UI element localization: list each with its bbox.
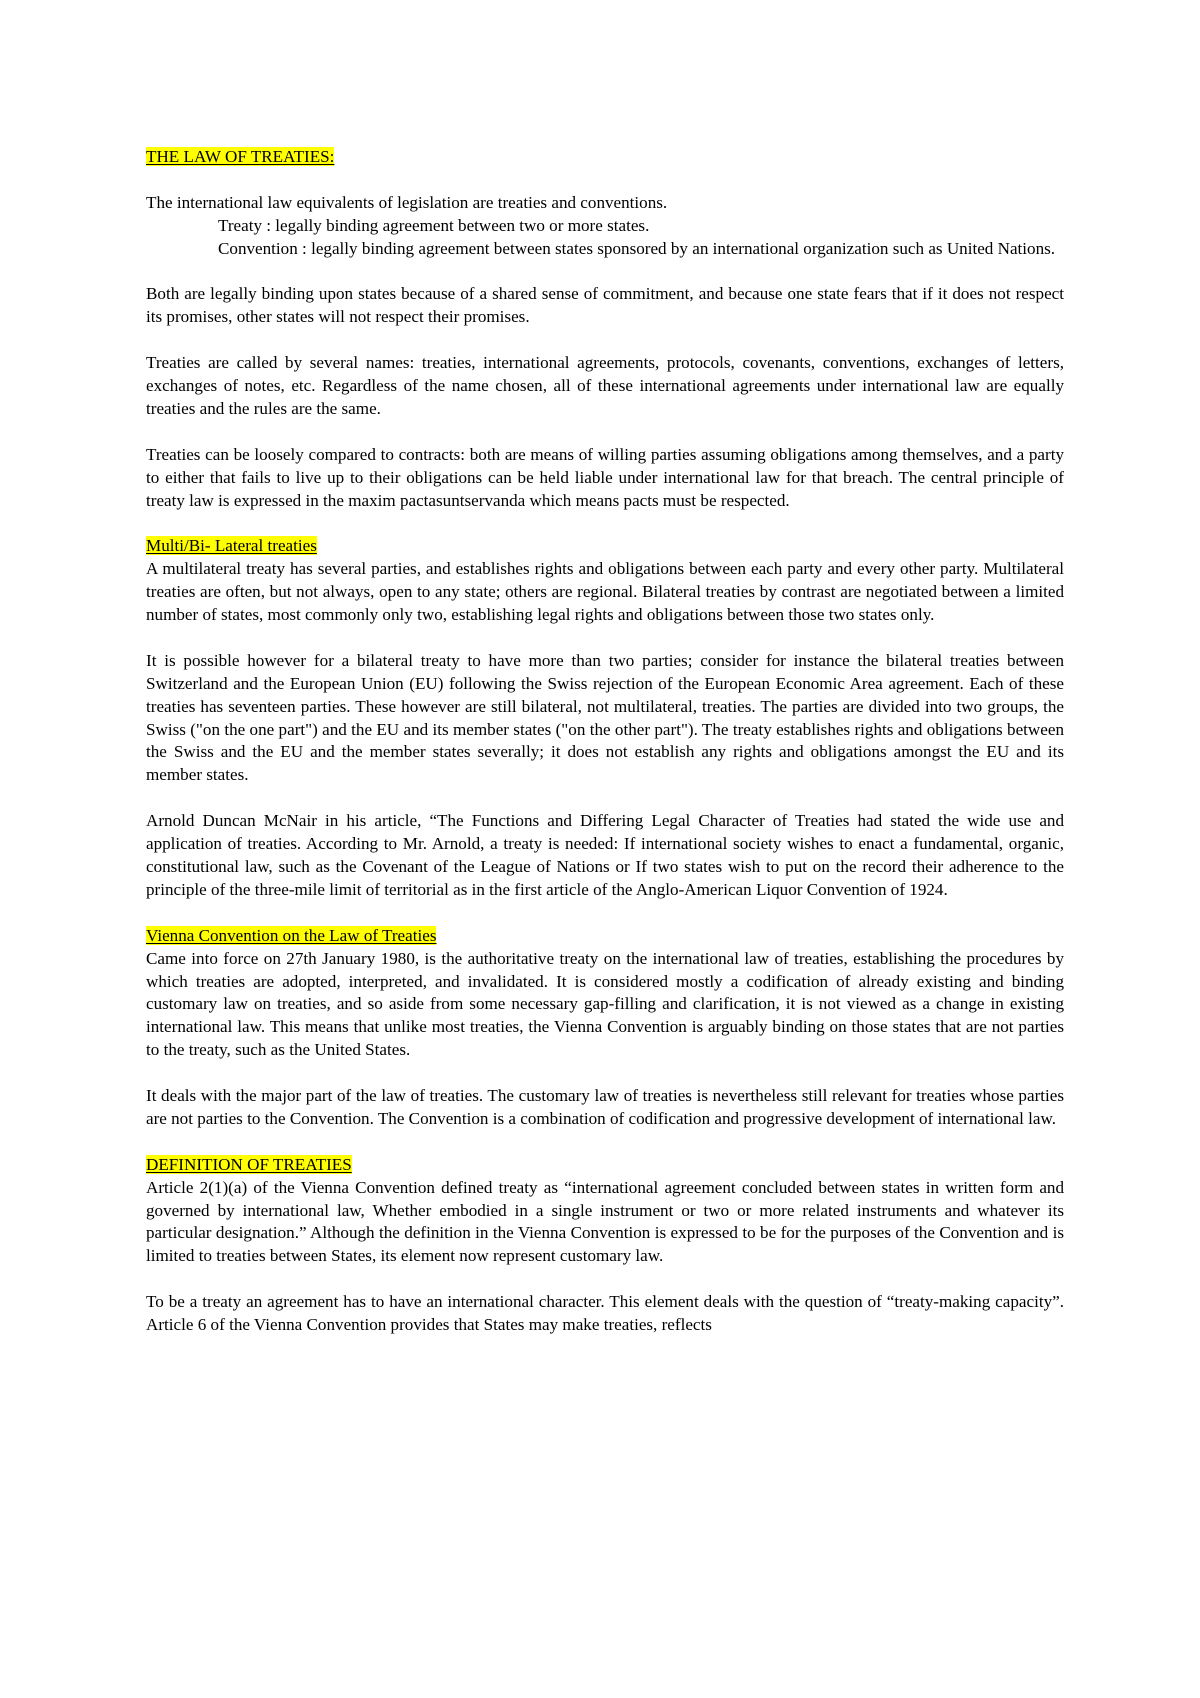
section-heading-line-definition [146,1154,1064,1177]
paragraph-international-character: To be a treaty an agreement has to have an international character. This element deals with the question of “treaty-making capacity”. Article 6 of the Vienna Convention provides that States may make treaties, reflects [146,1292,1064,1335]
section-heading-line-vienna [146,925,1064,948]
document-page [146,146,1064,1337]
section-heading-multi-bi-lateral: Multi/Bi- Lateral treaties [146,536,317,556]
treaty-definition: Treaty : legally binding agreement between two or more states. [218,215,650,235]
paragraph-multilateral: A multilateral treaty has several parties, and establishes rights and obligations between each party and every other party. Multilateral treaties are often, but not always, open to any state; others are regional. Bilateral treaties by contrast are negotiated between a limited number of states, most commonly only two, establishing legal rights and obligations between those two states only. [146,559,1064,625]
paragraph-contracts: Treaties can be loosely compared to contracts: both are means of willing parties assuming obligations among themselves, and a party to either that fails to live up to their obligations can be held liable under international law for that breach. The central principle of treaty law is expressed in the maxim pactasuntservanda which means pacts must be respected. [146,444,1064,510]
section-heading-definition: DEFINITION OF TREATIES [146,1154,352,1174]
paragraph-article-2: Article 2(1)(a) of the Vienna Convention defined treaty as “international agreement concluded between states in written form and governed by international law, Whether embodied in a single instrument or two or more related instruments and whatever its particular designation.” Although the definition in the Vienna Convention is expressed to be for the purposes of the Convention and is limited to treaties between States, its element now represent customary law. [146,1177,1064,1266]
document-title-line [146,146,1064,169]
section-heading-line-multi [146,535,1064,558]
paragraph-treaty-names: Treaties are called by several names: treaties, international agreements, protocols, covenants, conventions, exchanges of letters, exchanges of notes, etc. Regardless of the name chosen, all of these international agreements under international law are equally treaties and the rules are the same. [146,353,1064,418]
paragraph-vienna-force: Came into force on 27th January 1980, is the authoritative treaty on the international law of treaties, establishing the procedures by which treaties are adopted, interpreted, and invalidated. It is considered mostly a codification of already existing and binding customary law on treaties, and so aside from some necessary gap-filling and clarification, it is not viewed as a change in existing international law. This means that unlike most treaties, the Vienna Convention is arguably binding on those states that are not parties to the treaty, such as the United States. [146,948,1064,1060]
convention-definition: Convention : legally binding agreement between states sponsored by an international organization such as United Nations. [218,238,1056,258]
paragraph-vienna-scope: It deals with the major part of the law of treaties. The customary law of treaties is nevertheless still relevant for treaties whose parties are not parties to the Convention. The Convention is a combination of codification and progressive development of international law. [146,1086,1064,1128]
section-heading-vienna-convention: Vienna Convention on the Law of Treaties [146,925,437,945]
paragraph-legally-binding: Both are legally binding upon states because of a shared sense of commitment, and because one state fears that if it does not respect its promises, other states will not respect their promises. [146,284,1064,327]
paragraph-mcnair: Arnold Duncan McNair in his article, “The Functions and Differing Legal Character of Treaties had stated the wide use and application of treaties. According to Mr. Arnold, a treaty is needed: If international society wishes to enact a fundamental, organic, constitutional law, such as the Covenant of the League of Nations or If two states wish to put on the record their adherence to the principle of the three-mile limit of territorial as in the first article of the Anglo-American Liquor Convention of 1924. [146,811,1064,899]
intro-lead: The international law equivalents of legislation are treaties and conventions. [146,192,668,212]
document-title: THE LAW OF TREATIES: [146,147,335,166]
paragraph-bilateral-parties: It is possible however for a bilateral treaty to have more than two parties; consider for instance the bilateral treaties between Switzerland and the European Union (EU) following the Swiss rejection of the European Economic Area agreement. Each of these treaties has seventeen parties. These however are still bilateral, not multilateral, treaties. The parties are divided into two groups, the Swiss ("on the one part") and the EU and its member states ("on the other part"). The treaty establishes rights and obligations between the Swiss and the EU and the member states severally; it does not establish any rights and obligations amongst the EU and its member states. [146,650,1064,785]
